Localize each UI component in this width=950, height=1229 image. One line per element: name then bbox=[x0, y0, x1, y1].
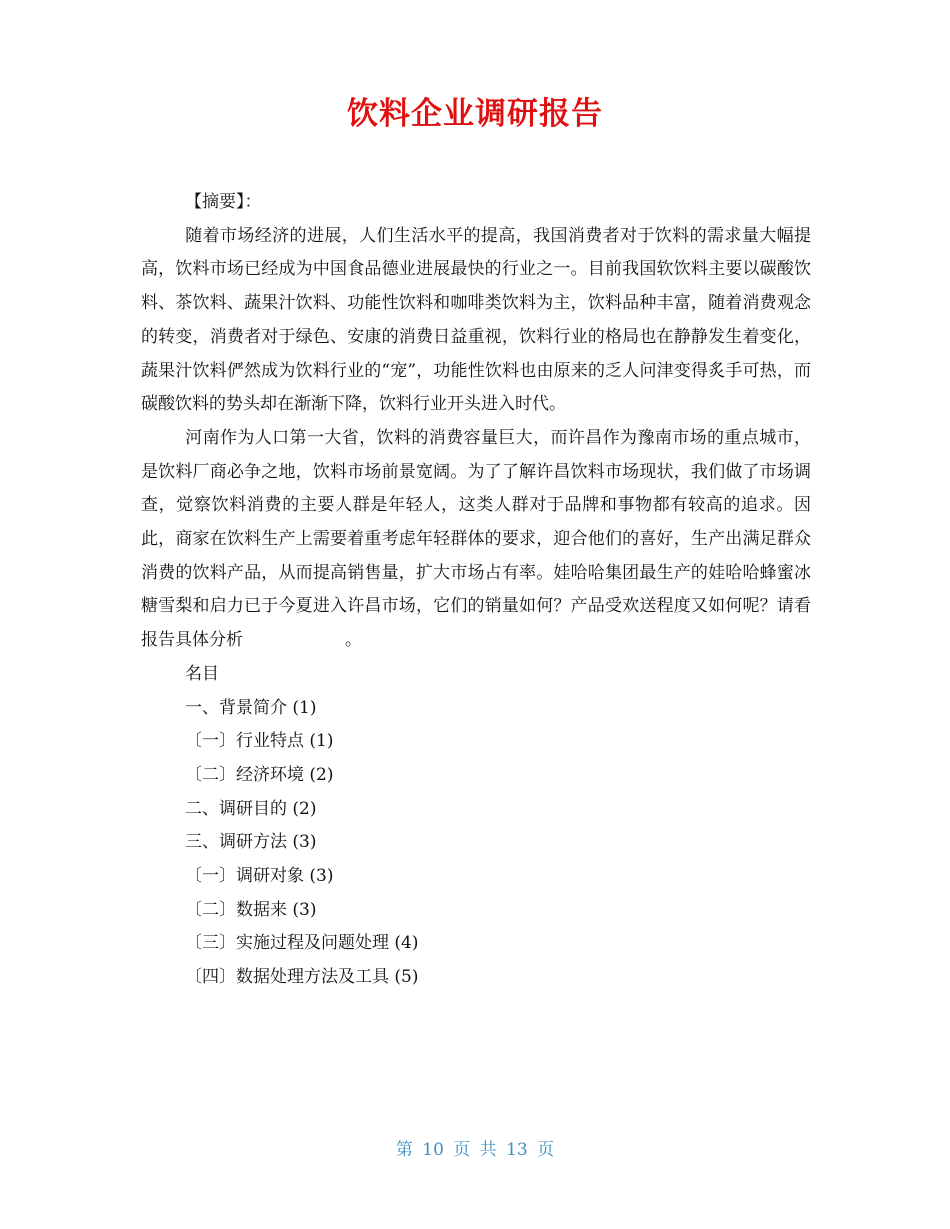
toc-item: 〔一〕行业特点 (1) bbox=[185, 731, 334, 752]
abstract-heading: 【摘要】： bbox=[185, 192, 262, 212]
abstract-paragraph-1: 随着市场经济的进展，人们生活水平的提高，我国消费者对于饮料的需求量大幅提高，饮料市场已经成为中国食品德业进展最快的行业之一。目前我国软饮料主要以碳酸饮料、茶饮料、蔬果汁饮料、功能性饮料和咖啡类饮料为主，饮料品种丰富，随着消费观念的转变，消费者对于绿色、安康的消费日益重视，饮料行业的格局也在静静发生着变化，蔬果汁饮料俨然成为饮料行业的“宠”，功能性饮料也由原来的乏人问津变得炙手可热，而碳酸饮料的势头却在渐渐下降，饮料行业开头进入时代。 bbox=[141, 225, 811, 415]
toc-item: 〔四〕数据处理方法及工具 (5) bbox=[185, 967, 419, 988]
toc-item: 〔三〕实施过程及问题处理 (4) bbox=[185, 933, 419, 954]
toc-item: 〔二〕经济环境 (2) bbox=[185, 764, 334, 785]
toc-item: 〔二〕数据来 (3) bbox=[185, 899, 317, 920]
toc-item: 〔一〕调研对象 (3) bbox=[185, 866, 334, 887]
document-title: 饮料企业调研报告 bbox=[347, 96, 603, 132]
page-number-footer: 第 10 页 共 13 页 bbox=[395, 1140, 555, 1160]
toc-heading: 名目 bbox=[185, 663, 219, 684]
toc-item: 一、背景简介 (1) bbox=[185, 697, 317, 718]
document-body bbox=[141, 186, 811, 995]
abstract-paragraph-2: 河南作为人口第一大省，饮料的消费容量巨大，而许昌作为豫南市场的重点城市，是饮料厂商必争之地，饮料市场前景宽阔。为了了解许昌饮料市场现状，我们做了市场调查，觉察饮料消费的主要人群是年轻人，这类人群对于品牌和事物都有较高的追求。因此，商家在饮料生产上需要着重考虑年轻群体的要求，迎合他们的喜好，生产出满足群众消费的饮料产品，从而提高销售量，扩大市场占有率。娃哈哈集团最生产的娃哈哈蜂蜜冰糖雪梨和启力已于今夏进入许昌市场，它们的销量如何？产品受欢送程度又如何呢？请看报告具体分析 。 bbox=[141, 427, 811, 651]
toc-item: 三、调研方法 (3) bbox=[185, 832, 317, 853]
table-of-contents bbox=[141, 692, 811, 995]
toc-item: 二、调研目的 (2) bbox=[185, 798, 317, 819]
